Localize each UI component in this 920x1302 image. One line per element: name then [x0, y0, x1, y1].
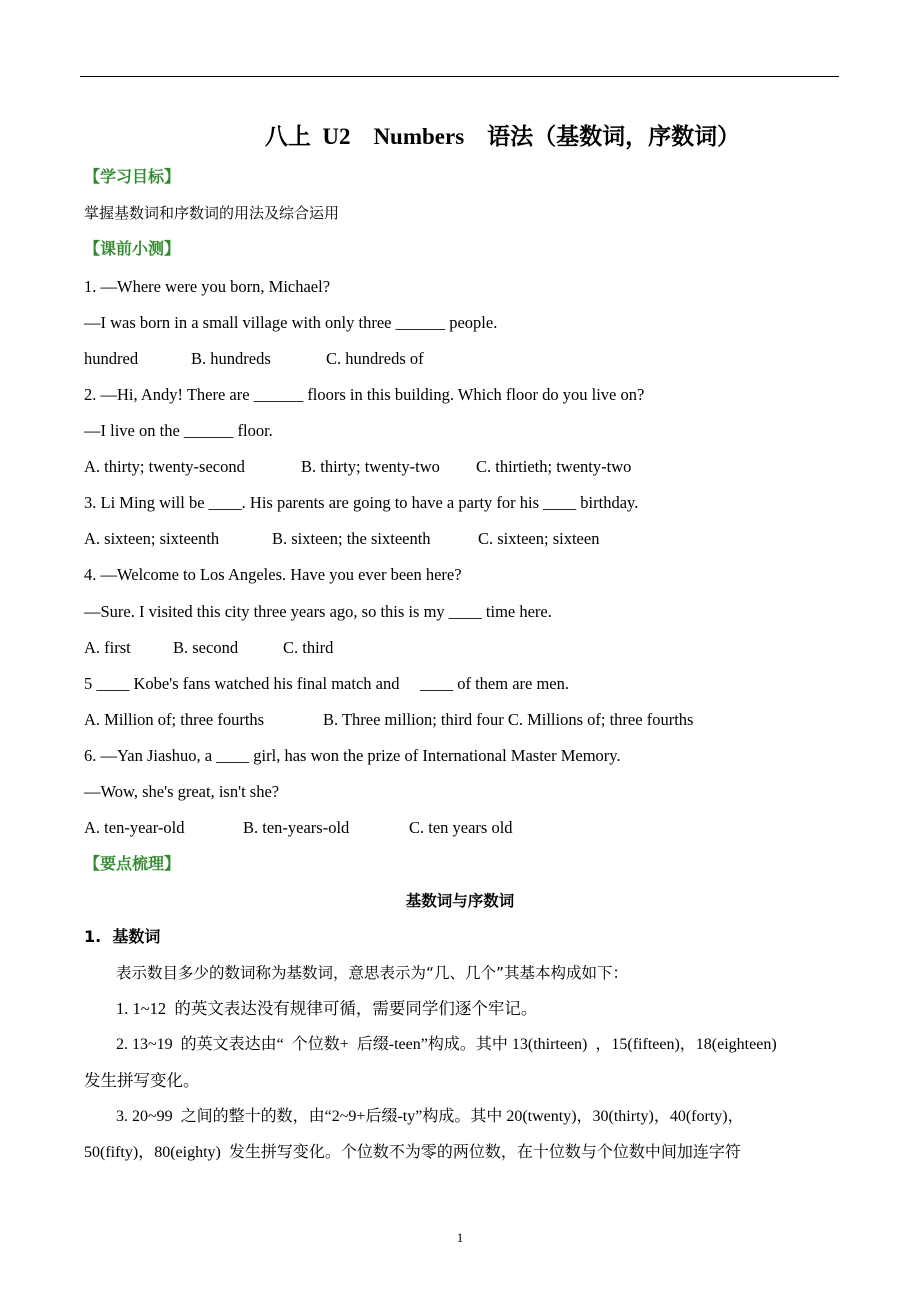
objectives-text: 掌握基数词和序数词的用法及综合运用 — [84, 204, 340, 222]
q4-option-b: B. second — [173, 638, 239, 657]
q1-option-a: hundred — [84, 349, 139, 368]
q3-stem: 3. Li Ming will be ____. His parents are going to have a party for his ____ birthday. — [84, 493, 639, 512]
cardinal-intro: 表示数目多少的数词称为基数词，意思表示为“几、几个”其基本构成如下： — [116, 964, 629, 982]
header-rule — [80, 76, 839, 77]
q6-option-a: A. ten-year-old — [84, 818, 185, 837]
q4-stem: 4. —Welcome to Los Angeles. Have you ever been here? — [84, 565, 462, 584]
q5-option-a: A. Million of; three fourths — [84, 710, 265, 729]
q6-options — [84, 817, 513, 839]
q1-option-b: B. hundreds — [191, 349, 271, 368]
q4-options — [84, 637, 333, 659]
q5-options — [84, 709, 693, 731]
q6-option-b: B. ten-years-old — [243, 818, 350, 837]
q3-option-c: C. sixteen; sixteen — [478, 529, 600, 548]
q2-stem: 2. —Hi, Andy! There are ______ floors in this building. Which floor do you live on? — [84, 385, 645, 404]
q2-options — [84, 456, 631, 478]
q3-option-b: B. sixteen; the sixteenth — [272, 529, 431, 548]
q4-answer-line: —Sure. I visited this city three years ago, so this is my ____ time here. — [84, 602, 552, 621]
q1-answer-line: —I was born in a small village with only three ______ people. — [84, 313, 498, 332]
rule-3-line-2: 50(fifty)，80(eighty) 发生拼写变化。个位数不为零的两位数，在十位数与个位数中间加连字符 — [84, 1144, 741, 1161]
rule-2-line-2: 发生拼写变化。 — [84, 1071, 200, 1090]
q3-options — [84, 528, 599, 550]
rule-2-line-1: 2. 13~19 的英文表达由“ 个位数+ 后缀-teen”构成。其中 13(thirteen) ，15(fifteen)，18(eighteen) — [116, 1036, 777, 1053]
q5-option-bc: B. Three million; third four C. Millions of; three fourths — [323, 710, 694, 729]
q1-stem: 1. —Where were you born, Michael? — [84, 277, 331, 296]
rule-3-line-1: 3. 20~99 之间的整十的数，由“2~9+后缀-ty”构成。其中 20(twenty)，30(thirty)，40(forty)， — [116, 1108, 744, 1125]
pretest-heading: 【课前小测】 — [84, 239, 181, 258]
page-number: 1 — [456, 1230, 464, 1245]
q6-stem: 6. —Yan Jiashuo, a ____ girl, has won the prize of International Master Memory. — [84, 746, 621, 765]
rule-1: 1. 1~12 的英文表达没有规律可循，需要同学们逐个牢记。 — [116, 999, 538, 1018]
q2-option-b: B. thirty; twenty-two — [301, 457, 440, 476]
q2-option-c: C. thirtieth; twenty-two — [476, 457, 632, 476]
objectives-heading: 【学习目标】 — [84, 167, 181, 186]
q2-option-a: A. thirty; twenty-second — [84, 457, 245, 476]
keypoints-heading: 【要点梳理】 — [84, 854, 181, 873]
q3-option-a: A. sixteen; sixteenth — [84, 529, 220, 548]
q1-option-c: C. hundreds of — [326, 349, 424, 368]
q6-answer-line: —Wow, she's great, isn't she? — [84, 782, 280, 801]
q4-option-a: A. first — [84, 638, 131, 657]
q2-answer-line: —I live on the ______ floor. — [84, 421, 273, 440]
q4-option-c: C. third — [283, 638, 334, 657]
q1-options — [84, 348, 424, 370]
page-title: 八上 U2 Numbers 语法（基数词，序数词） — [264, 124, 741, 149]
cardinal-heading: 1. 基数词 — [84, 927, 161, 946]
q6-option-c: C. ten years old — [409, 818, 513, 837]
q5-stem: 5 ____ Kobe's fans watched his final match and ____ of them are men. — [84, 674, 570, 693]
keypoints-center-title: 基数词与序数词 — [405, 892, 515, 910]
